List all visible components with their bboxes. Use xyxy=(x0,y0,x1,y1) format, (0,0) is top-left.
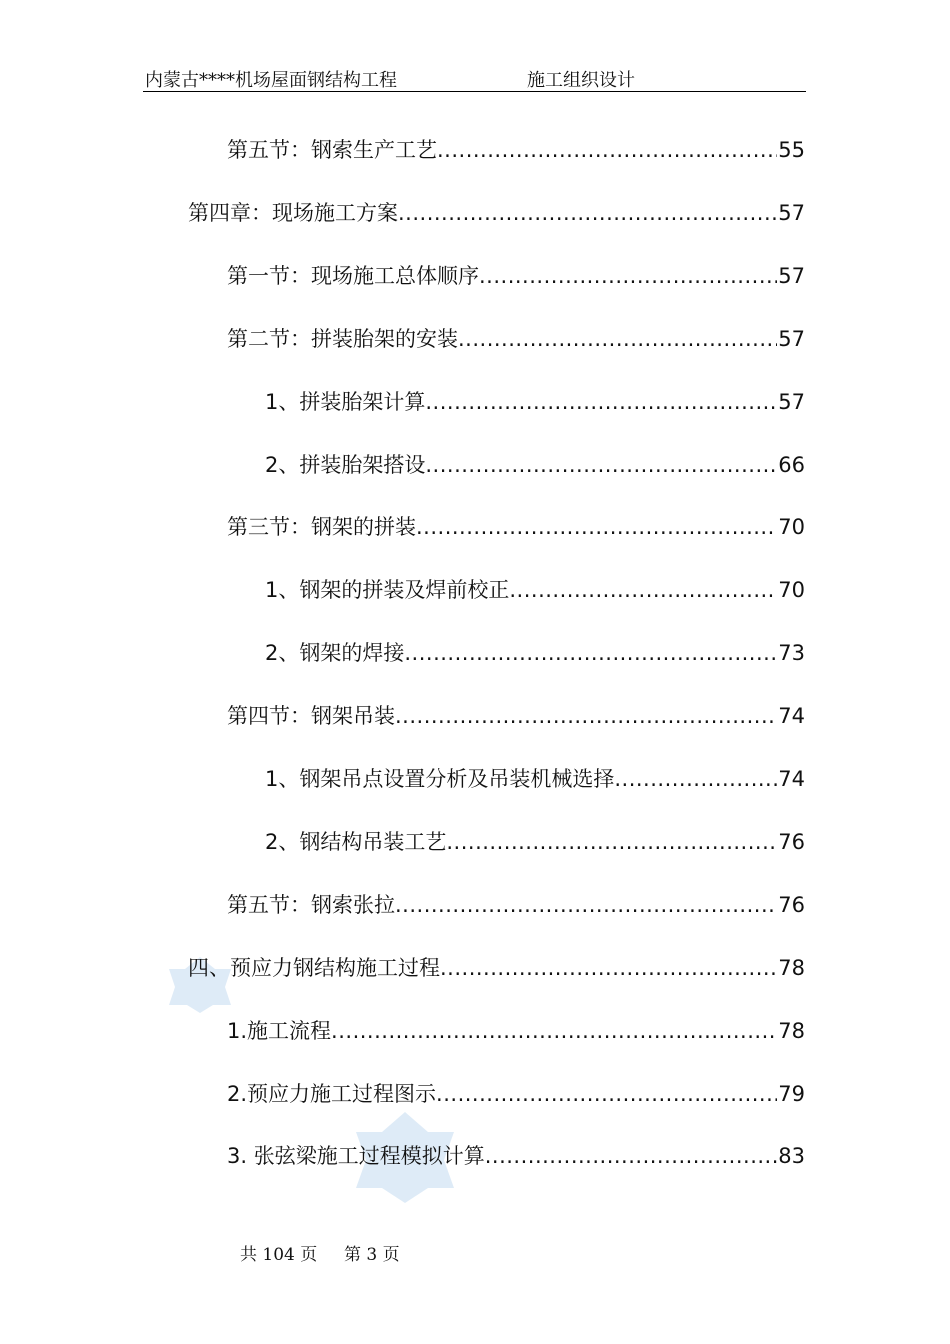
toc-dot-leader xyxy=(416,512,777,542)
toc-entry-page: 76 xyxy=(778,830,805,854)
toc-dot-leader xyxy=(425,450,777,480)
toc-entry[interactable] xyxy=(227,135,805,165)
toc-entry[interactable] xyxy=(265,575,805,605)
footer-total-pages: 共 104 页 xyxy=(240,1245,318,1265)
toc-entry[interactable] xyxy=(227,512,805,542)
toc-dot-leader xyxy=(437,135,777,165)
toc-entry-page: 57 xyxy=(778,264,805,288)
toc-entry-page: 73 xyxy=(778,641,805,665)
toc-dot-leader xyxy=(440,953,777,983)
toc-entry-title: 2、拼装胎架搭设 xyxy=(265,453,426,477)
toc-entry[interactable] xyxy=(265,827,805,857)
toc-dot-leader xyxy=(614,764,777,794)
toc-entry-title: 1、钢架的拼装及焊前校正 xyxy=(265,578,510,602)
footer-current-page: 第 3 页 xyxy=(344,1245,400,1265)
toc-entry-title: 2、钢结构吊装工艺 xyxy=(265,830,447,854)
toc-entry-title: 2.预应力施工过程图示 xyxy=(227,1082,437,1106)
toc-entry[interactable] xyxy=(265,764,805,794)
header-project-title: 内蒙古****机场屋面钢结构工程 xyxy=(145,70,397,91)
toc-entry-page: 57 xyxy=(778,390,805,414)
toc-entry-title: 第四章：现场施工方案 xyxy=(188,201,398,225)
toc-dot-leader xyxy=(395,701,777,731)
toc-dot-leader xyxy=(446,827,777,857)
toc-dot-leader xyxy=(395,890,777,920)
toc-entry[interactable] xyxy=(265,387,805,417)
toc-entry[interactable] xyxy=(227,1079,805,1109)
toc-entry[interactable] xyxy=(188,953,805,983)
header-document-type: 施工组织设计 xyxy=(527,70,635,91)
toc-entry[interactable] xyxy=(227,1016,805,1046)
toc-entry-page: 78 xyxy=(778,1019,805,1043)
toc-entry[interactable] xyxy=(265,450,805,480)
toc-entry[interactable] xyxy=(265,638,805,668)
toc-dot-leader xyxy=(398,198,777,228)
toc-entry-page: 57 xyxy=(778,201,805,225)
toc-dot-leader xyxy=(436,1079,777,1109)
toc-entry-page: 83 xyxy=(778,1144,805,1168)
toc-dot-leader xyxy=(485,1141,778,1171)
toc-dot-leader xyxy=(458,324,777,354)
toc-entry-page: 74 xyxy=(778,767,805,791)
toc-entry-page: 79 xyxy=(778,1082,805,1106)
toc-dot-leader xyxy=(331,1016,777,1046)
toc-entry-title: 2、钢架的焊接 xyxy=(265,641,405,665)
toc-entry[interactable] xyxy=(227,1141,805,1171)
toc-entry-page: 74 xyxy=(778,704,805,728)
toc-entry-page: 76 xyxy=(778,893,805,917)
toc-entry-title: 第二节：拼装胎架的安装 xyxy=(227,327,458,351)
toc-entry-title: 第五节：钢索生产工艺 xyxy=(227,138,437,162)
toc-dot-leader xyxy=(425,387,777,417)
toc-entry-page: 66 xyxy=(778,453,805,477)
toc-entry[interactable] xyxy=(227,324,805,354)
toc-entry-page: 70 xyxy=(778,515,805,539)
toc-dot-leader xyxy=(509,575,777,605)
toc-entry-title: 1.施工流程 xyxy=(227,1019,332,1043)
toc-entry-title: 第一节：现场施工总体顺序 xyxy=(227,264,479,288)
toc-dot-leader xyxy=(404,638,777,668)
toc-entry-page: 78 xyxy=(778,956,805,980)
toc-entry-title: 第三节：钢架的拼装 xyxy=(227,515,416,539)
page-header xyxy=(143,64,806,92)
toc-dot-leader xyxy=(479,261,777,291)
toc-entry[interactable] xyxy=(227,261,805,291)
toc-entry-page: 55 xyxy=(778,138,805,162)
toc-entry-title: 四、预应力钢结构施工过程 xyxy=(188,956,440,980)
toc-entry[interactable] xyxy=(227,701,805,731)
toc-entry-page: 70 xyxy=(778,578,805,602)
toc-entry-title: 1、钢架吊点设置分析及吊装机械选择 xyxy=(265,767,615,791)
toc-entry[interactable] xyxy=(188,198,805,228)
toc-entry-title: 第五节：钢索张拉 xyxy=(227,893,395,917)
toc-entry-title: 第四节：钢架吊装 xyxy=(227,704,395,728)
toc-entry[interactable] xyxy=(227,890,805,920)
toc-entry-title: 1、拼装胎架计算 xyxy=(265,390,426,414)
toc-entry-title: 3. 张弦梁施工过程模拟计算 xyxy=(227,1144,485,1168)
toc-entry-page: 57 xyxy=(778,327,805,351)
